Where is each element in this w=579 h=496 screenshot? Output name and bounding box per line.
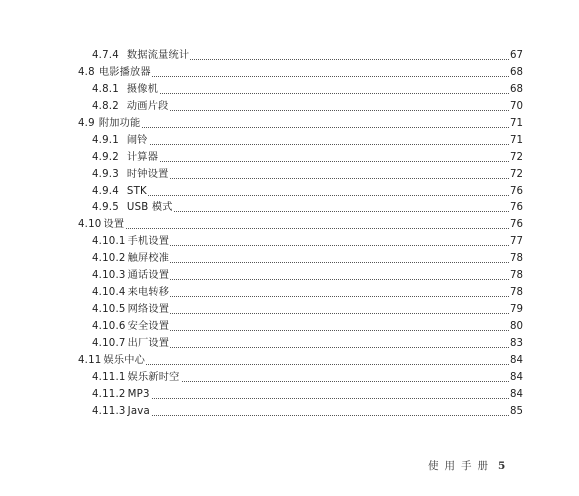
toc-dot-leader — [120, 398, 509, 399]
toc-entry-number: 4.8.2 — [92, 100, 119, 112]
toc-entry-title: 计算器 — [126, 151, 159, 163]
toc-dot-leader — [120, 110, 509, 111]
toc-dot-leader — [120, 161, 509, 162]
toc-entry-label — [92, 251, 170, 267]
toc-entry-page: 71 — [509, 116, 523, 132]
toc-entry[interactable] — [0, 370, 579, 387]
toc-entry-number: 4.11.1 — [92, 371, 126, 383]
toc-dot-leader — [100, 228, 509, 229]
toc-dot-leader — [100, 364, 509, 365]
toc-entry[interactable] — [0, 336, 579, 353]
toc-entry-title: STK — [126, 185, 147, 197]
toc-entry-label — [78, 353, 146, 369]
toc-entry[interactable] — [0, 404, 579, 421]
toc-dot-leader — [120, 279, 509, 280]
toc-dot-leader — [120, 195, 509, 196]
toc-entry-number: 4.10.2 — [92, 253, 126, 265]
toc-entry[interactable] — [0, 302, 579, 319]
toc-entry[interactable] — [0, 133, 579, 150]
toc-entry-number: 4.7.4 — [92, 50, 119, 61]
toc-entry-title: 触屏校准 — [127, 253, 170, 265]
toc-entry[interactable] — [0, 167, 579, 184]
toc-entry-title: 摄像机 — [126, 83, 159, 95]
toc-entry-number: 4.10 — [78, 219, 102, 231]
toc-entry-number: 4.10.7 — [92, 337, 126, 349]
toc-entry-label — [92, 268, 170, 284]
toc-entry-label — [92, 234, 170, 250]
toc-dot-leader — [120, 330, 509, 331]
toc-entry[interactable] — [0, 200, 579, 217]
toc-entry-label — [92, 319, 170, 335]
toc-entry-number: 4.8 — [78, 66, 95, 78]
toc-entry-page: 76 — [509, 184, 523, 200]
toc-entry-page: 78 — [509, 268, 523, 284]
toc-entry[interactable] — [0, 387, 579, 404]
toc-entry[interactable] — [0, 65, 579, 82]
toc-entry-title: 时钟设置 — [126, 168, 169, 180]
toc-entry-page: 83 — [509, 336, 523, 352]
toc-entry-page: 76 — [509, 217, 523, 233]
toc-entry-label — [92, 99, 169, 115]
toc-entry-title: 手机设置 — [127, 236, 170, 248]
toc-entry-title: 娱乐新时空 — [127, 371, 180, 383]
toc-entry-title: 来电转移 — [127, 287, 170, 299]
toc-entry-title: 数据流量统计 — [126, 50, 190, 61]
toc-entry[interactable] — [0, 251, 579, 268]
toc-entry-number: 4.10.4 — [92, 287, 126, 299]
toc-entry-page: 84 — [509, 353, 523, 369]
toc-entry-label — [78, 116, 141, 132]
toc-entry-title: 电影播放器 — [98, 66, 151, 78]
toc-entry-title: 出厂设置 — [127, 337, 170, 349]
toc-entry[interactable] — [0, 285, 579, 302]
toc-entry-label — [92, 302, 170, 318]
toc-dot-leader — [120, 144, 509, 145]
toc-entry[interactable] — [0, 82, 579, 99]
toc-entry[interactable] — [0, 234, 579, 251]
toc-entry-page: 76 — [509, 200, 523, 216]
toc-entry[interactable] — [0, 319, 579, 336]
toc-entry-title: 附加功能 — [98, 117, 141, 129]
toc-entry-title: 娱乐中心 — [103, 354, 146, 366]
toc-entry-page: 72 — [509, 150, 523, 166]
toc-entry-label — [92, 285, 170, 301]
toc-entry-title: 安全设置 — [127, 321, 170, 332]
toc-entry-number: 4.9.3 — [92, 168, 119, 180]
toc-entry-page: 79 — [509, 302, 523, 318]
toc-entry[interactable] — [0, 184, 579, 201]
toc-entry-label — [92, 370, 181, 386]
toc-entry-title: 闹铃 — [126, 134, 148, 146]
toc-dot-leader — [120, 262, 509, 263]
toc-dot-leader — [120, 415, 509, 416]
toc-entry-page: 78 — [509, 251, 523, 267]
toc-entry-number: 4.10.6 — [92, 321, 126, 332]
toc-entry-page: 85 — [509, 404, 523, 420]
toc-entry-title: Java — [127, 405, 150, 417]
toc-entry-page: 78 — [509, 285, 523, 301]
toc-dot-leader — [120, 93, 509, 94]
toc-entry-page: 84 — [509, 370, 523, 386]
toc-entry-label — [92, 404, 151, 420]
toc-entry[interactable] — [0, 268, 579, 285]
toc-entry[interactable] — [0, 48, 579, 65]
toc-dot-leader — [120, 211, 509, 212]
toc-entry-number: 4.11.3 — [92, 405, 126, 417]
toc-entry-number: 4.8.1 — [92, 83, 119, 95]
footer-page-number: 5 — [498, 460, 506, 472]
toc-entry-label — [92, 336, 170, 352]
toc-entry[interactable] — [0, 116, 579, 133]
toc-entry-number: 4.10.3 — [92, 270, 126, 282]
toc-entry-page: 71 — [509, 133, 523, 149]
toc-dot-leader — [120, 313, 509, 314]
toc-entry-page: 70 — [509, 99, 523, 115]
toc-entry-number: 4.9.4 — [92, 185, 119, 197]
toc-entry-title: 网络设置 — [127, 304, 170, 316]
toc-entry-title: 设置 — [103, 219, 125, 231]
toc-entry-label — [78, 217, 125, 233]
toc-entry-number: 4.9.5 — [92, 202, 119, 214]
toc-entry-label — [92, 150, 159, 166]
toc-entry-number: 4.10.1 — [92, 236, 126, 248]
toc-entry-number: 4.9.1 — [92, 134, 119, 146]
toc-dot-leader — [120, 245, 509, 246]
toc-entry-title: USB 模式 — [126, 202, 173, 214]
toc-entry[interactable] — [0, 353, 579, 370]
toc-entry-number: 4.9.2 — [92, 151, 119, 163]
toc-dot-leader — [120, 296, 509, 297]
toc-entry-label — [92, 387, 151, 403]
toc-entry-page: 80 — [509, 319, 523, 335]
toc-entry[interactable] — [0, 99, 579, 116]
toc-dot-leader — [100, 76, 509, 77]
toc-entry-page: 84 — [509, 387, 523, 403]
toc-dot-leader — [120, 178, 509, 179]
toc-entry[interactable] — [0, 217, 579, 234]
toc-entry-number: 4.9 — [78, 117, 95, 129]
toc-entry-page: 68 — [509, 82, 523, 98]
toc-entry-page: 72 — [509, 167, 523, 183]
toc-entry-page: 67 — [509, 48, 523, 64]
page-footer — [428, 458, 505, 473]
toc-entry-number: 4.10.5 — [92, 304, 126, 316]
toc-entry-label — [92, 200, 174, 216]
toc-entry-label — [92, 184, 148, 200]
toc-entry-label — [92, 48, 190, 64]
toc-entry-label — [92, 133, 149, 149]
toc-entry-page: 77 — [509, 234, 523, 250]
toc-entry-page: 68 — [509, 65, 523, 81]
toc-entry[interactable] — [0, 150, 579, 167]
toc-dot-leader — [100, 127, 509, 128]
toc-entry-label — [92, 167, 169, 183]
toc-entry-number: 4.11 — [78, 354, 102, 366]
toc-entry-title: MP3 — [127, 388, 150, 400]
toc-entry-label — [78, 65, 152, 81]
toc-entry-title: 动画片段 — [126, 100, 169, 112]
toc-entry-label — [92, 82, 159, 98]
table-of-contents — [0, 48, 579, 421]
footer-label: 使用手册 — [428, 460, 494, 472]
toc-entry-number: 4.11.2 — [92, 388, 126, 400]
toc-dot-leader — [120, 347, 509, 348]
toc-entry-title: 通话设置 — [127, 270, 170, 282]
